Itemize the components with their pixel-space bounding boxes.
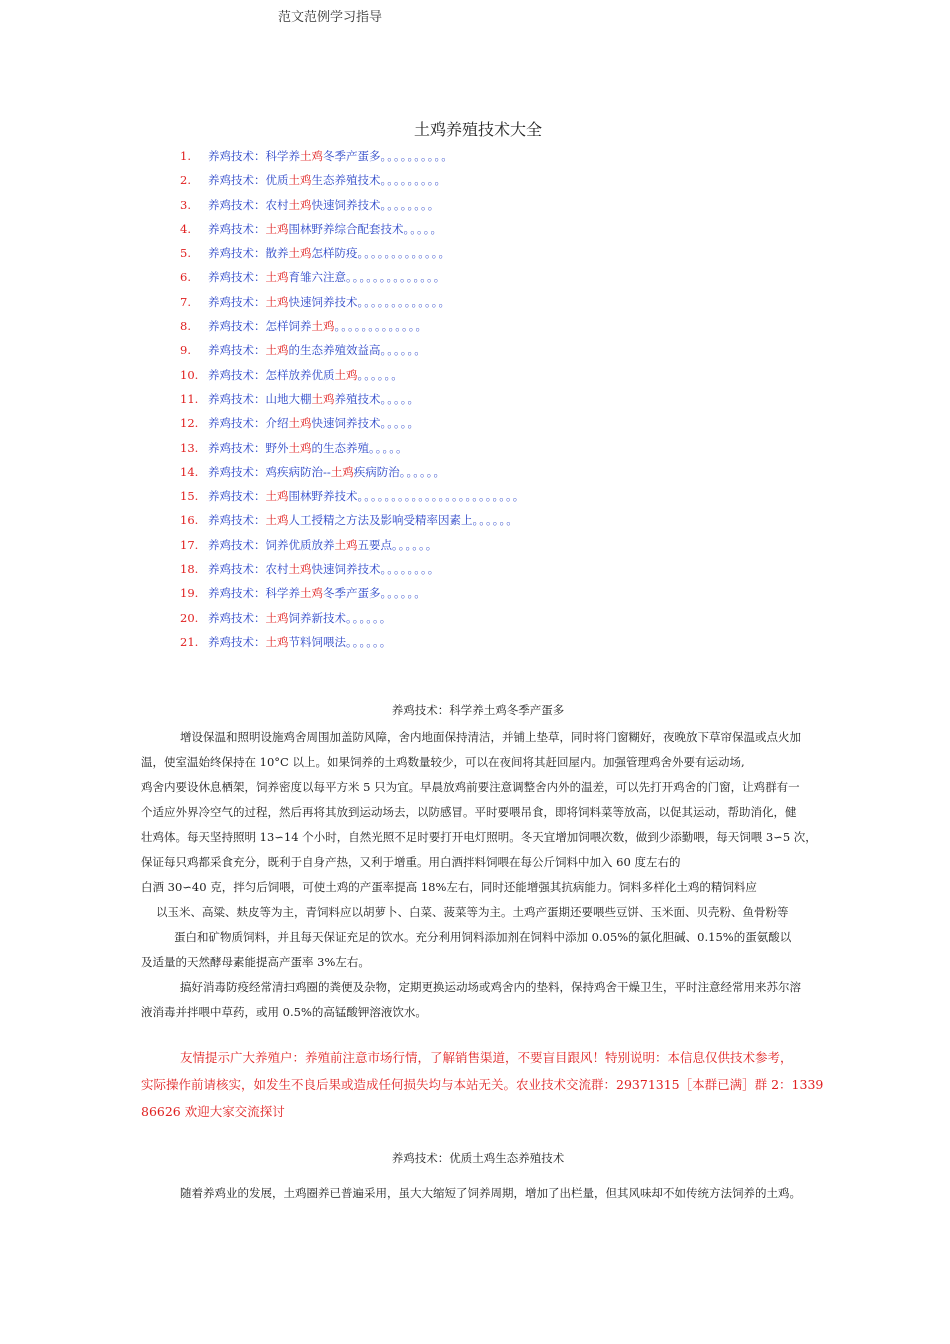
toc-item-label: 快速饲养技术 (288, 294, 358, 309)
toc-item-label: 养鸡技术：野外 (208, 440, 289, 455)
section-1-title: 养鸡技术：科学养土鸡冬季产蛋多 (391, 703, 565, 717)
toc-item-label: 养鸡技术：科学养 (208, 149, 300, 163)
toc-item-label: 养鸡技术：山地大棚 (208, 391, 312, 406)
toc-item-number: 21. (180, 634, 199, 649)
section-2-body (141, 1182, 821, 1207)
toc-item-keyword: 土鸡 (334, 367, 358, 382)
toc-item-label: 养鸡技术： (208, 610, 266, 625)
toc-item[interactable] (180, 608, 525, 632)
disclaimer-notice (141, 1046, 824, 1127)
toc-item[interactable] (180, 438, 525, 462)
toc-item-label: 养鸡技术：怎样饲养 (208, 319, 312, 334)
toc-item-leader-dots: 。。。。。。。。。。。。。 (357, 294, 451, 309)
toc-item-number: 14. (180, 464, 199, 479)
toc-item-label: 怎样防疫 (311, 246, 358, 261)
toc-item-keyword: 土鸡 (288, 173, 312, 188)
toc-item-label: 养鸡技术：农村 (208, 562, 289, 577)
toc-item-label: 养鸡技术： (208, 513, 266, 528)
toc-item[interactable] (180, 340, 525, 364)
toc-item-label: 养殖技术 (334, 391, 381, 406)
toc-item-keyword: 土鸡 (288, 562, 312, 577)
toc-item-keyword: 土鸡 (265, 221, 289, 236)
toc-item[interactable] (180, 365, 525, 389)
toc-item-number: 4. (180, 221, 191, 236)
paragraph-line: 保证每只鸡都采食充分，既利于自身产热，又利于增重。用白酒拌料饲喂在每公斤饲料中加入 60 度左右的 (141, 855, 681, 869)
toc-item-number: 12. (180, 416, 199, 431)
paragraph-line: 随着养鸡业的发展，土鸡圈养已普遍采用，虽大大缩短了饲养周期，增加了出栏量，但其风味却不如传统方法饲养的土鸡。 (180, 1186, 801, 1200)
toc-item-keyword: 土鸡 (300, 149, 323, 163)
toc-item-keyword: 土鸡 (265, 294, 289, 309)
toc-item-label: 养鸡技术：优质 (208, 173, 289, 188)
toc-item-keyword: 土鸡 (334, 537, 358, 552)
toc-item-leader-dots: 。。。。。。。。。。。。。。 (346, 270, 447, 285)
paragraph-line: 以玉米、高粱、麸皮等为主，青饲料应以胡萝卜、白菜、菠菜等为主。土鸡产蛋期还要喂些豆饼、玉米面、贝壳粉、鱼骨粉等 (156, 905, 789, 919)
toc-item-label: 冬季产蛋多 (323, 586, 381, 601)
toc-item-leader-dots: 。。。。。 (380, 416, 420, 431)
toc-item-keyword: 土鸡 (265, 489, 289, 504)
toc-item[interactable] (180, 462, 525, 486)
toc-item-label: 五要点 (357, 537, 392, 552)
toc-item-leader-dots: 。。。。。。 (399, 464, 447, 479)
toc-item-number: 10. (180, 367, 199, 382)
toc-item-keyword: 土鸡 (265, 634, 289, 649)
toc-item-label: 养鸡技术：科学养 (208, 586, 300, 601)
toc-item-label: 养鸡技术： (208, 270, 266, 285)
toc-item-keyword: 土鸡 (265, 610, 289, 625)
toc-item-leader-dots: 。。。。。。 (346, 610, 393, 625)
section-2-title: 养鸡技术：优质土鸡生态养殖技术 (391, 1151, 565, 1165)
toc-item[interactable] (180, 510, 525, 534)
paragraph-line: 白酒 30∽40 克，拌匀后饲喂，可使土鸡的产蛋率提高 18%左右，同时还能增强其抗病能力。饲料多样化土鸡的精饲料应 (141, 880, 757, 894)
toc-item-label: 冬季产蛋多 (323, 149, 381, 163)
toc-item-label: 疾病防治 (353, 464, 400, 479)
toc-item-leader-dots: 。。。。。。 (346, 634, 393, 649)
notice-line: 友情提示广大养殖户：养殖前注意市场行情，了解销售渠道，不要盲目跟风！特别说明：本信息仅供技术参考， (180, 1050, 793, 1065)
toc-item-keyword: 土鸡 (311, 391, 335, 406)
toc-item-label: 养鸡技术：散养 (208, 246, 289, 261)
toc-item-number: 7. (180, 294, 191, 309)
toc-item-number: 2. (180, 173, 191, 188)
toc-item-label: 养鸡技术：介绍 (208, 416, 289, 431)
section-1-body (141, 726, 821, 1026)
toc-item-keyword: 土鸡 (330, 464, 354, 479)
toc-item[interactable] (180, 170, 525, 194)
toc-item-label: 人工授精之方法及影响受精率因素上 (288, 513, 473, 528)
toc-item-keyword: 土鸡 (265, 513, 289, 528)
toc-item-keyword: 土鸡 (288, 440, 312, 455)
toc-item-label: 养鸡技术： (208, 343, 266, 358)
paragraph-line: 鸡舍内要设休息栖架，饲养密度以每平方米 5 只为宜。早晨放鸡前要注意调整舍内外的温差，可以先打开鸡舍的门窗，让鸡群有一 (141, 780, 800, 794)
paragraph-line: 壮鸡体。每天坚持照明 13∽14 个小时，自然光照不足时要打开电灯照明。冬天宜增加饲喂次数，做到少添勤喂，每天饲喂 3∽5 次， (141, 830, 817, 844)
toc-item-number: 8. (180, 319, 191, 334)
toc-item-leader-dots: 。。。。。。。。 (380, 197, 441, 212)
toc-item-leader-dots: 。。。。。。。。。。。。。。。。。。。。。。。。 (357, 489, 526, 504)
toc-item-label: 生态养殖技术 (311, 173, 381, 188)
toc-item-label: 围林野养技术 (288, 489, 358, 504)
toc-item-leader-dots: 。。。。。。 (357, 367, 404, 382)
paragraph-line: 蛋白和矿物质饲料，并且每天保证充足的饮水。充分利用饲料添加剂在饲料中添加 0.05%的氯化胆碱、0.15%的蛋氨酸以 (174, 930, 792, 944)
toc-item[interactable] (180, 535, 525, 559)
toc-item[interactable] (180, 559, 525, 583)
notice-line: 86626 欢迎大家交流探讨 (141, 1104, 285, 1119)
toc-item-keyword: 土鸡 (300, 586, 323, 601)
toc-item[interactable] (180, 243, 525, 267)
toc-item[interactable] (180, 146, 525, 170)
paragraph-line: 增设保温和照明设施鸡舍周围加盖防风障，舍内地面保持清洁，并铺上垫草，同时将门窗糊好，夜晚放下草帘保温或点火加 (180, 730, 801, 744)
toc-item-leader-dots: 。。。。。。 (392, 537, 439, 552)
toc-item-leader-dots: 。。。。。 (403, 221, 443, 236)
toc-item[interactable] (180, 583, 525, 607)
toc-item[interactable] (180, 219, 525, 243)
toc-item-number: 15. (180, 489, 199, 504)
toc-item[interactable] (180, 316, 525, 340)
toc-item-label: 快速饲养技术 (311, 197, 381, 212)
toc-item-label: 养鸡技术：鸡疾病防治-- (208, 464, 331, 479)
toc-item-label: 节料饲喂法 (288, 634, 346, 649)
toc-item-leader-dots: 。。。。。 (369, 440, 409, 455)
toc-item-label: 养鸡技术：怎样放养优质 (208, 367, 335, 382)
notice-line: 实际操作前请核实，如发生不良后果或造成任何损失均与本站无关。农业技术交流群：29371315［本群已满］群 2：1339 (141, 1077, 824, 1092)
toc-item-keyword: 土鸡 (311, 319, 335, 334)
toc-item-leader-dots: 。。。。。。 (380, 586, 427, 601)
toc-item-keyword: 土鸡 (265, 343, 289, 358)
toc-item-keyword: 土鸡 (288, 416, 312, 431)
toc-item-leader-dots: 。。。。。。。。。。 (380, 149, 454, 163)
paragraph-line: 及适量的天然酵母素能提高产蛋率 3%左右。 (141, 955, 370, 969)
toc-item-number: 16. (180, 513, 199, 528)
toc-item-label: 快速饲养技术 (311, 416, 381, 431)
toc-item-label: 的生态养殖效益高 (288, 343, 381, 358)
toc-item[interactable] (180, 195, 525, 219)
paragraph-line: 液消毒并拌喂中草药，或用 0.5%的高锰酸钾溶液饮水。 (141, 1005, 427, 1019)
paragraph-line: 个适应外界冷空气的过程，然后再将其放到运动场去，以防感冒。平时要喂吊食，即将饲料菜等放高，以促其运动，帮助消化，健 (141, 805, 797, 819)
toc-item-number: 11. (180, 391, 199, 406)
toc-item[interactable] (180, 486, 525, 510)
toc-item[interactable] (180, 632, 525, 656)
toc-item-leader-dots: 。。。。。。。。 (380, 562, 441, 577)
toc-item-keyword: 土鸡 (288, 246, 312, 261)
toc-item-label: 育雏六注意 (288, 270, 346, 285)
page-header: 范文范例学习指导 (278, 10, 383, 25)
toc-item-number: 1. (180, 149, 191, 163)
toc-item-label: 养鸡技术： (208, 634, 266, 649)
toc-item-label: 围林野养综合配套技术 (288, 221, 404, 236)
toc-item-number: 19. (180, 586, 199, 601)
toc-item-label: 的生态养殖 (311, 440, 369, 455)
toc-item-label: 养鸡技术： (208, 489, 266, 504)
toc-item-leader-dots: 。。。。。 (380, 391, 420, 406)
toc-item-number: 17. (180, 537, 199, 552)
toc-item-label: 饲养新技术 (288, 610, 346, 625)
toc-item-label: 养鸡技术： (208, 221, 266, 236)
toc-item-number: 9. (180, 343, 191, 358)
toc-item-leader-dots: 。。。。。。。。。 (380, 173, 447, 188)
toc-item[interactable] (180, 389, 525, 413)
toc-item-label: 养鸡技术：农村 (208, 197, 289, 212)
toc-item-label: 养鸡技术：饲养优质放养 (208, 537, 335, 552)
toc-item-leader-dots: 。。。。。。。。。。。。。 (334, 319, 428, 334)
toc-item-label: 快速饲养技术 (311, 562, 381, 577)
toc-item-keyword: 土鸡 (265, 270, 289, 285)
paragraph-line: 温，使室温始终保持在 10°C 以上。如果饲养的土鸡数量较少，可以在夜间将其赶回屋内。加强管理鸡舍外要有运动场, (141, 755, 745, 769)
toc-item-keyword: 土鸡 (288, 197, 312, 212)
paragraph-line: 搞好消毒防疫经常清扫鸡圈的粪便及杂物，定期更换运动场或鸡舍内的垫料，保持鸡舍干燥卫生，平时注意经常用来苏尔溶 (180, 980, 801, 994)
toc-item[interactable] (180, 292, 525, 316)
toc-item-number: 13. (180, 440, 199, 455)
toc-item-leader-dots: 。。。。。。 (472, 513, 519, 528)
table-of-contents (180, 146, 525, 656)
toc-item[interactable] (180, 267, 525, 291)
toc-item-number: 5. (180, 246, 191, 261)
toc-item[interactable] (180, 413, 525, 437)
toc-item-leader-dots: 。。。。。。 (380, 343, 427, 358)
toc-item-leader-dots: 。。。。。。。。。。。。。 (357, 246, 451, 261)
toc-item-number: 3. (180, 197, 191, 212)
toc-item-number: 6. (180, 270, 191, 285)
toc-item-number: 18. (180, 562, 199, 577)
document-title: 土鸡养殖技术大全 (413, 120, 542, 139)
toc-item-label: 养鸡技术： (208, 294, 266, 309)
toc-item-number: 20. (180, 610, 199, 625)
